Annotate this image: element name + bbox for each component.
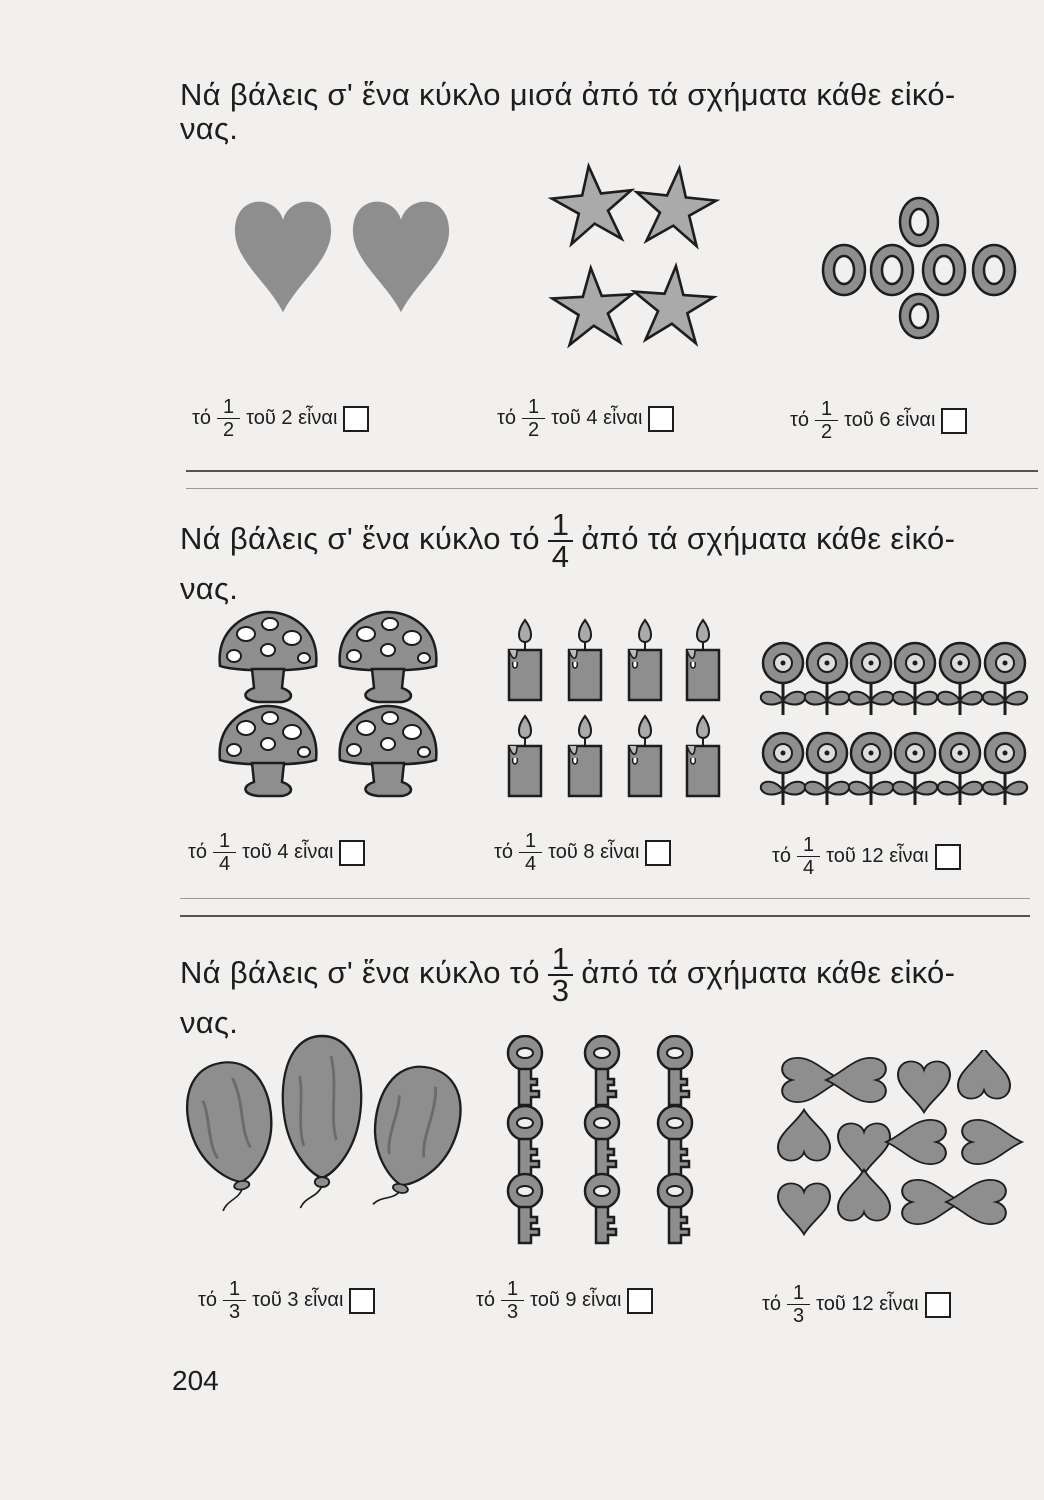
section-divider xyxy=(186,488,1038,489)
balloon-icon xyxy=(182,1056,286,1214)
answer-row-2c xyxy=(772,834,961,879)
numerator: 1 xyxy=(548,510,574,542)
numerator: 1 xyxy=(815,398,838,421)
instruction-text: Νά βάλεις σ' ἕνα κύκλο τό xyxy=(180,955,540,991)
answer-prefix: τό xyxy=(790,409,810,431)
flower-icon xyxy=(849,643,893,715)
key-icon xyxy=(585,1106,619,1175)
answer-text: τοῦ 6 εἶναι xyxy=(844,409,936,431)
key-icon xyxy=(508,1106,542,1175)
heart-icon xyxy=(886,1120,946,1164)
candle-icon xyxy=(509,620,541,700)
heart-icon xyxy=(235,202,331,313)
heart-icon xyxy=(826,1058,886,1102)
candle-icon xyxy=(629,620,661,700)
fraction xyxy=(787,1282,810,1327)
instruction-section-3 xyxy=(180,941,1025,1040)
candle-icon xyxy=(569,620,601,700)
instruction-text-line2: νας. xyxy=(180,111,239,146)
section-divider xyxy=(186,470,1038,472)
candle-icon xyxy=(629,716,661,796)
answer-row-3b xyxy=(476,1278,653,1323)
answer-text: τοῦ 12 εἶναι xyxy=(826,845,929,867)
star-icon xyxy=(632,164,719,248)
denominator: 3 xyxy=(551,973,570,1008)
numerator: 1 xyxy=(501,1278,524,1301)
fraction xyxy=(223,1278,246,1323)
flower-icon xyxy=(893,643,937,715)
answer-row-1b xyxy=(497,396,674,441)
numerator: 1 xyxy=(519,830,542,853)
section-divider xyxy=(180,915,1030,917)
rings-figure xyxy=(812,190,1027,340)
heart-icon xyxy=(353,202,449,313)
answer-text: τοῦ 12 εἶναι xyxy=(816,1293,919,1315)
flower-icon xyxy=(761,643,805,715)
numerator: 1 xyxy=(797,834,820,857)
flower-icon xyxy=(805,643,849,715)
flower-icon xyxy=(893,733,937,805)
candle-icon xyxy=(687,620,719,700)
mushroom-icon xyxy=(220,612,317,702)
ring-icon xyxy=(823,245,865,295)
answer-prefix: τό xyxy=(497,407,517,429)
instruction-text: Νά βάλεις σ' ἕνα κύκλο μισά ἀπό τά σχήματα κάθε εἰκό- xyxy=(180,77,956,112)
heart-icon xyxy=(958,1050,1010,1099)
key-icon xyxy=(585,1036,619,1105)
fraction xyxy=(519,830,542,875)
numerator: 1 xyxy=(787,1282,810,1305)
answer-prefix: τό xyxy=(494,841,514,863)
candle-icon xyxy=(569,716,601,796)
fraction xyxy=(797,834,820,879)
keys-figure xyxy=(490,1035,715,1245)
answer-prefix: τό xyxy=(762,1293,782,1315)
flower-icon xyxy=(938,643,982,715)
mushroom-icon xyxy=(340,706,437,796)
answer-text: τοῦ 8 εἶναι xyxy=(548,841,640,863)
flowers-figure xyxy=(755,635,1030,810)
balloon-icon xyxy=(283,1036,361,1208)
answer-row-3a xyxy=(198,1278,375,1323)
answer-prefix: τό xyxy=(188,841,208,863)
section-divider xyxy=(180,898,1030,899)
star-icon xyxy=(549,162,636,246)
denominator: 4 xyxy=(219,853,231,875)
balloons-figure xyxy=(182,1030,467,1230)
answer-box[interactable] xyxy=(925,1292,951,1318)
answer-prefix: τό xyxy=(192,407,212,429)
page-number: 204 xyxy=(172,1365,219,1396)
answer-row-3c xyxy=(762,1282,951,1327)
answer-box[interactable] xyxy=(343,406,369,432)
denominator: 3 xyxy=(793,1305,805,1327)
answer-box[interactable] xyxy=(645,840,671,866)
numerator: 1 xyxy=(548,944,574,976)
answer-row-2b xyxy=(494,830,671,875)
heart-icon xyxy=(898,1061,950,1112)
fraction xyxy=(548,507,574,574)
flower-icon xyxy=(983,733,1027,805)
numerator: 1 xyxy=(213,830,236,853)
ring-icon xyxy=(973,245,1015,295)
answer-prefix: τό xyxy=(198,1289,218,1311)
answer-row-1a xyxy=(192,396,369,441)
denominator: 2 xyxy=(821,421,833,443)
key-icon xyxy=(508,1174,542,1243)
ring-icon xyxy=(900,198,938,246)
answer-row-2a xyxy=(188,830,365,875)
answer-text: τοῦ 4 εἶναι xyxy=(551,407,643,429)
heart-icon xyxy=(838,1123,890,1174)
denominator: 3 xyxy=(507,1301,519,1323)
answer-row-1c xyxy=(790,398,967,443)
star-icon xyxy=(551,266,635,346)
fraction xyxy=(548,941,574,1008)
key-icon xyxy=(658,1174,692,1243)
stars-figure xyxy=(545,160,730,360)
flower-icon xyxy=(849,733,893,805)
answer-box[interactable] xyxy=(648,406,674,432)
denominator: 4 xyxy=(551,539,570,574)
instruction-text: ἀπό τά σχήματα κάθε εἰκό- xyxy=(581,521,956,557)
candle-icon xyxy=(509,716,541,796)
flower-icon xyxy=(983,643,1027,715)
answer-text: τοῦ 9 εἶναι xyxy=(530,1289,622,1311)
fraction xyxy=(815,398,838,443)
instruction-section-1 xyxy=(180,78,1025,146)
denominator: 2 xyxy=(528,419,540,441)
instruction-text-line2: νας. xyxy=(180,1005,239,1040)
denominator: 4 xyxy=(525,853,537,875)
hearts-figure-section-1 xyxy=(225,190,460,320)
answer-text: τοῦ 3 εἶναι xyxy=(252,1289,344,1311)
candle-icon xyxy=(687,716,719,796)
instruction-section-2 xyxy=(180,507,1025,606)
answer-box[interactable] xyxy=(339,840,365,866)
candles-figure xyxy=(495,610,735,810)
fraction xyxy=(217,396,240,441)
key-icon xyxy=(585,1174,619,1243)
answer-prefix: τό xyxy=(476,1289,496,1311)
answer-box[interactable] xyxy=(349,1288,375,1314)
flower-icon xyxy=(938,733,982,805)
heart-icon xyxy=(946,1180,1006,1224)
answer-box[interactable] xyxy=(935,844,961,870)
denominator: 3 xyxy=(229,1301,241,1323)
ring-icon xyxy=(923,245,965,295)
numerator: 1 xyxy=(217,396,240,419)
balloon-icon xyxy=(355,1058,467,1220)
numerator: 1 xyxy=(522,396,545,419)
instruction-text: ἀπό τά σχήματα κάθε εἰκό- xyxy=(581,955,956,991)
instruction-text-line2: νας. xyxy=(180,571,239,606)
fraction xyxy=(213,830,236,875)
heart-icon xyxy=(778,1183,830,1234)
numerator: 1 xyxy=(223,1278,246,1301)
fraction xyxy=(501,1278,524,1323)
key-icon xyxy=(658,1106,692,1175)
mushroom-icon xyxy=(340,612,437,702)
denominator: 4 xyxy=(803,857,815,879)
ring-icon xyxy=(871,245,913,295)
answer-text: τοῦ 4 εἶναι xyxy=(242,841,334,863)
heart-icon xyxy=(838,1170,890,1221)
ring-icon xyxy=(900,294,938,338)
mushrooms-figure xyxy=(210,600,445,810)
key-icon xyxy=(658,1036,692,1105)
hearts-figure-section-3 xyxy=(770,1050,1025,1240)
denominator: 2 xyxy=(223,419,235,441)
answer-box[interactable] xyxy=(941,408,967,434)
answer-text: τοῦ 2 εἶναι xyxy=(246,407,338,429)
flower-icon xyxy=(761,733,805,805)
key-icon xyxy=(508,1036,542,1105)
answer-prefix: τό xyxy=(772,845,792,867)
star-icon xyxy=(631,263,716,344)
answer-box[interactable] xyxy=(627,1288,653,1314)
mushroom-icon xyxy=(220,706,317,796)
heart-icon xyxy=(778,1110,830,1161)
fraction xyxy=(522,396,545,441)
instruction-text: Νά βάλεις σ' ἕνα κύκλο τό xyxy=(180,521,540,557)
flower-icon xyxy=(805,733,849,805)
heart-icon xyxy=(962,1120,1022,1164)
